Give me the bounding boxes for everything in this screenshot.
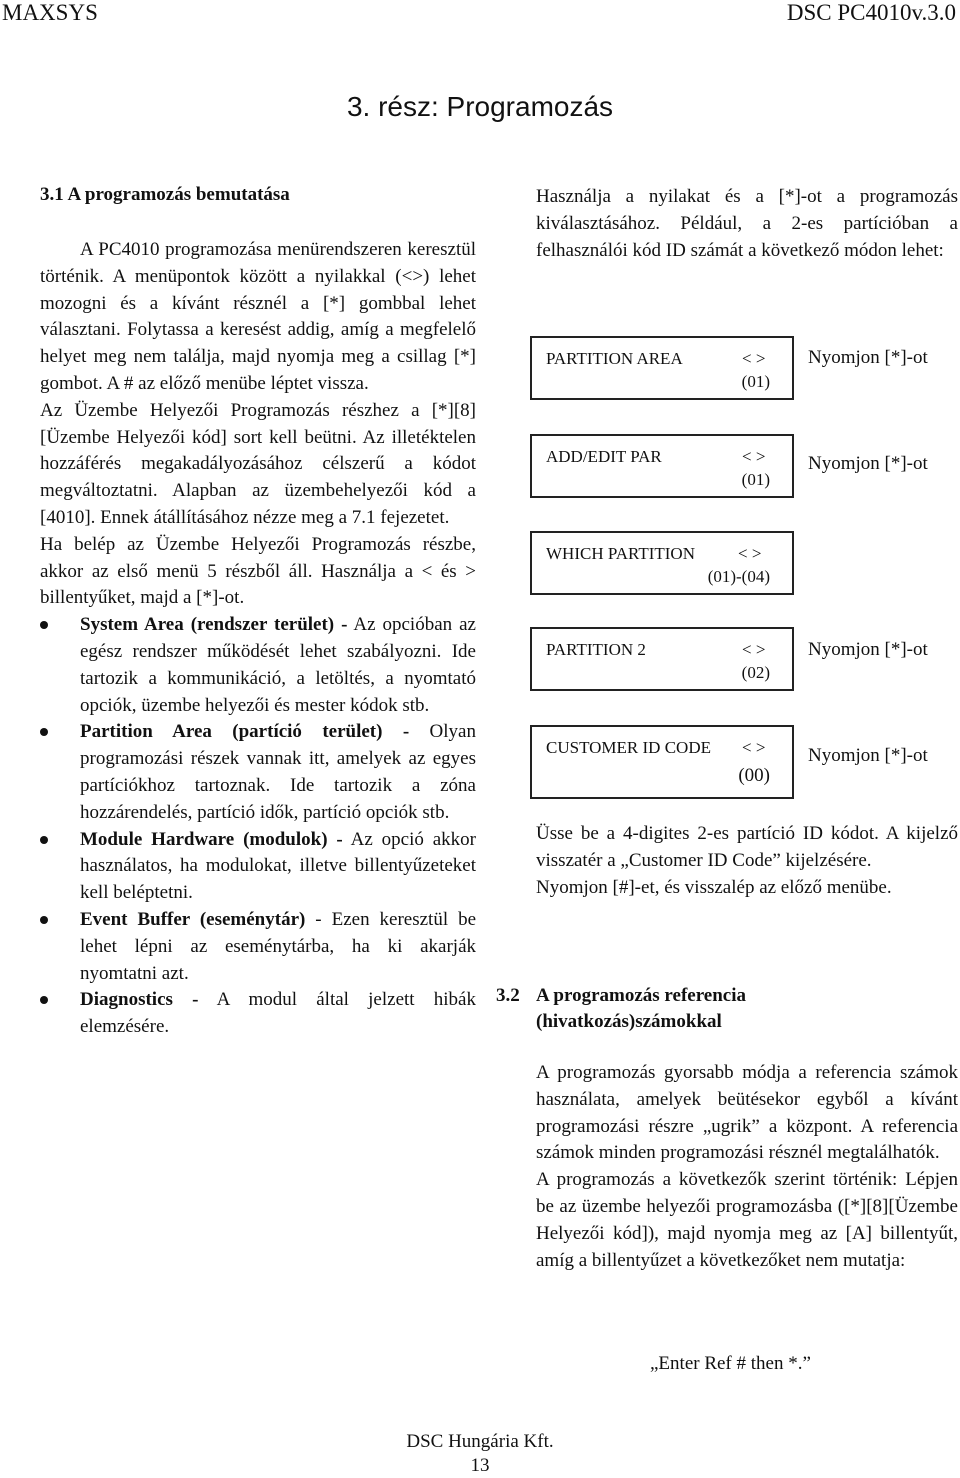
display-label: PARTITION AREA <box>546 349 683 368</box>
display-value: (00) <box>738 765 770 786</box>
procedure-paragraph: A programozás a következők szerint történik: Lépjen be az üzembe helyezői programozásba ([*][8][Üzembe Helyezői kód]), majd nyomja meg az [A] billentyűt, amíg a billentyűzet a következőket nem mutatja: <box>536 1169 958 1271</box>
right-after-boxes <box>536 821 958 901</box>
display-prompt-text: „Enter Ref # then *.” <box>650 1353 811 1374</box>
page-title: 3. rész: Programozás <box>346 91 614 122</box>
display-arrows: < > <box>742 349 766 368</box>
display-arrows: < > <box>742 640 766 659</box>
display-label: WHICH PARTITION <box>546 544 695 563</box>
menu-paragraph: Ha belép az Üzembe Helyezői Programozás részbe, akkor az első menü 5 részből áll. Használja a < és > billentyűket, majd a [*]-ot. <box>40 533 476 609</box>
display-label: ADD/EDIT PAR <box>546 447 662 466</box>
customer-id-paragraph: Üsse be a 4-digites 2-es partíció ID kódot. A kijelző visszatér a „Customer ID Code” kijelzésére. <box>536 823 958 871</box>
display-box-partition-area <box>530 336 794 400</box>
page-number: 13 <box>470 1455 490 1476</box>
display-value: (02) <box>741 663 770 682</box>
bullet-icon <box>40 728 48 736</box>
display-box-which-partition <box>530 531 794 595</box>
list-item: Diagnostics - A modul által jelzett hibák elemzésére. <box>40 987 476 1041</box>
display-arrows: < > <box>742 447 766 466</box>
section-number-3-2: 3.2 <box>496 985 520 1006</box>
display-box-customer-id-code <box>530 725 794 799</box>
display-value: (01)-(04) <box>707 567 770 586</box>
press-instruction: Nyomjon [*]-ot <box>808 639 928 660</box>
section-3-2-body <box>536 1060 958 1274</box>
press-instruction: Nyomjon [*]-ot <box>808 453 928 474</box>
bullet-icon <box>40 621 48 629</box>
left-column <box>40 237 476 1041</box>
press-instruction: Nyomjon [*]-ot <box>808 745 928 766</box>
display-value: (01) <box>741 372 770 391</box>
bullet-icon <box>40 916 48 924</box>
right-intro-paragraph: Használja a nyilakat és a [*]-ot a programozás kiválasztásához. Például, a 2-es partícióban a felhasználói kód ID számát a következő módon lehet: <box>536 186 958 261</box>
display-value: (01) <box>741 470 770 489</box>
display-box-partition-2 <box>530 627 794 691</box>
display-arrows: < > <box>742 738 766 757</box>
display-box-add-edit-par <box>530 434 794 498</box>
press-instruction: Nyomjon [*]-ot <box>808 347 928 368</box>
list-item: Partition Area (partíció terület) - Olyan programozási részek vannak itt, amelyek az egyes partíciókhoz tartoznak. Ide tartozik a zóna hozzárendelés, partíció idők, partíció opciók stb. <box>40 719 476 826</box>
bullet-icon <box>40 836 48 844</box>
display-label: PARTITION 2 <box>546 640 646 659</box>
list-item: System Area (rendszer terület) - Az opcióban az egész rendszer működését lehet szabályozni. Ide tartozik a kommunikáció, a letöltés, a nyomtató opciók, üzembe helyezői és mester kódok stb. <box>40 612 476 719</box>
footer-company: DSC Hungária Kft. <box>406 1431 554 1452</box>
installer-code-paragraph: Az Üzembe Helyezői Programozás részhez a [*][8][Üzembe Helyezői kód] sort kell beütni. Az illetéktelen hozzáférés megakadályozásához célszerű a kódot megváltoztatni. Alapban az üzembehelyezői kód a [4010]. Ennek átállításához nézze meg a 7.1 fejezetet. <box>40 399 476 528</box>
bullet-icon <box>40 996 48 1004</box>
reference-paragraph: A programozás gyorsabb módja a referencia számok használata, amelyek beütésekor egyből a kívánt programozási részre „ugrik” a központ. A referencia számok minden programozási résznél megtalálhatók. <box>536 1062 958 1164</box>
list-item: Event Buffer (eseménytár) - Ezen keresztül be lehet lépni az eseménytárba, ha ki akarják nyomtatni azt. <box>40 907 476 987</box>
header-left: MAXSYS <box>2 0 98 25</box>
display-arrows: < > <box>738 544 762 563</box>
header-right: DSC PC4010v.3.0 <box>786 0 956 25</box>
list-item: Module Hardware (modulok) - Az opció akkor használatos, ha modulokat, illetve billentyűzeteket kell beléptetni. <box>40 827 476 907</box>
section-heading-3-1: 3.1 A programozás bemutatása <box>40 184 290 205</box>
back-paragraph: Nyomjon [#]-et, és visszalép az előző menübe. <box>536 876 892 898</box>
display-label: CUSTOMER ID CODE <box>546 738 711 757</box>
section-heading-3-2: A programozás referencia (hivatkozás)számokkal <box>536 985 747 1032</box>
menu-options-list <box>40 612 476 1041</box>
right-intro <box>536 184 958 264</box>
intro-paragraph: A PC4010 programozása menürendszeren keresztül történik. A menüpontok között a nyilakkal (<>) lehet mozogni és a kívánt résznél a [*] gombbal lehet választani. Folytassa a keresést addig, amíg a megfelelő helyet meg nem találja, majd nyomja meg a csillag [*] gombot. A # az előző menübe léptet vissza. <box>40 239 476 394</box>
